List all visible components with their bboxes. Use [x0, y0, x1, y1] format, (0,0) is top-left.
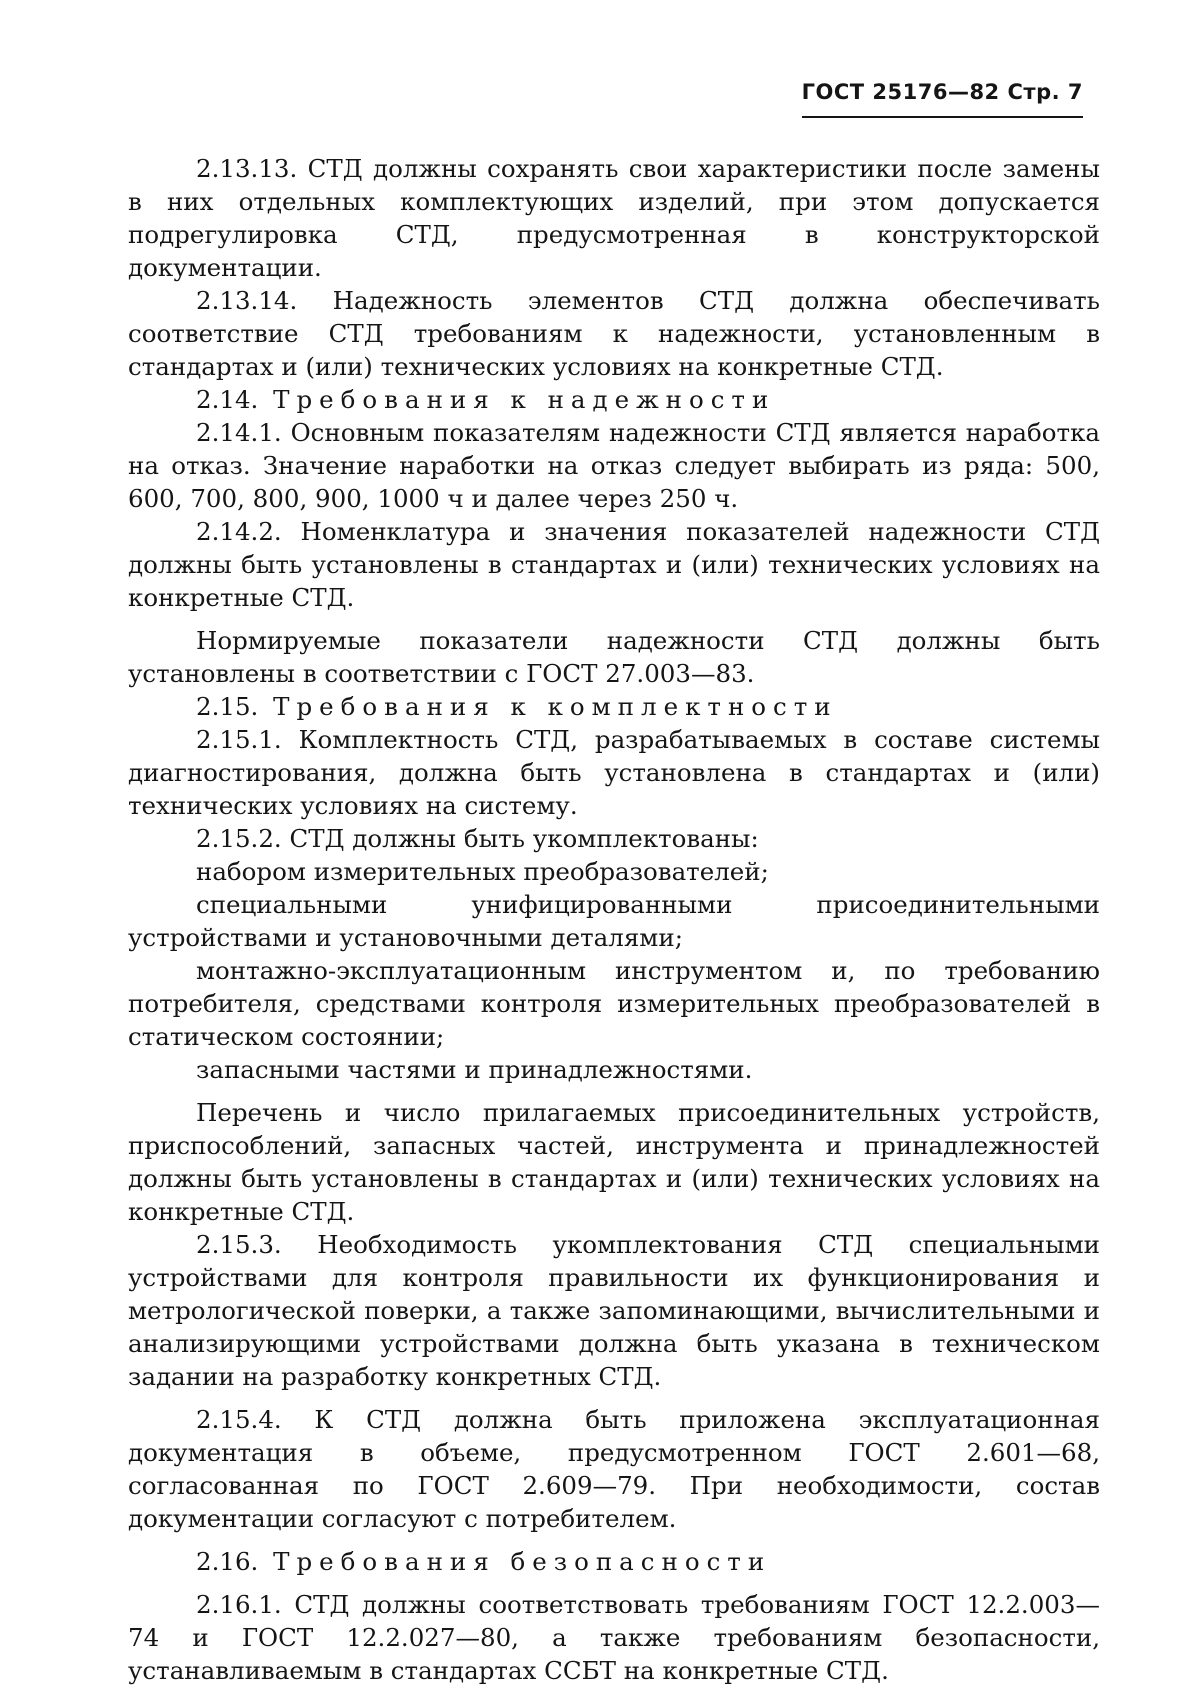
list-item: монтажно-эксплуатационным инструментом и, по требованию потребителя, средствами контроля измерительных преобразователей в статическом состоянии;	[128, 956, 1100, 1051]
paragraph-2-13-13: 2.13.13. СТД должны сохранять свои характеристики после замены в них отдельных комплектующих изделий, при этом допускается подрегулировка СТД, предусмотренная в конструкторской документации.	[128, 154, 1100, 282]
paragraph-2-14-2: 2.14.2. Номенклатура и значения показателей надежности СТД должны быть установлены в стандартах и (или) технических условиях на конкретные СТД.	[128, 517, 1100, 612]
section-title: Требования к комплектности	[273, 692, 838, 721]
list-item: набором измерительных преобразователей;	[196, 857, 769, 886]
section-number: 2.15.	[196, 692, 259, 721]
list-item: запасными частями и принадлежностями.	[196, 1055, 753, 1084]
paragraph-2-15-3: 2.15.3. Необходимость укомплектования СТД специальными устройствами для контроля правильности их функционирования и метрологической поверки, а также запоминающими, вычислительными и анализирующими устройствами должна быть указана в техническом задании на разработку конкретных СТД.	[128, 1230, 1100, 1391]
section-heading-2-16	[128, 1545, 1100, 1578]
section-number: 2.14.	[196, 385, 259, 414]
paragraph-2-15-1: 2.15.1. Комплектность СТД, разрабатываемых в составе системы диагностирования, должна быть установлена в стандартах и (или) технических условиях на систему.	[128, 725, 1100, 820]
section-heading-2-14	[128, 383, 1100, 416]
section-number: 2.16.	[196, 1547, 259, 1576]
paragraph-2-15-4: 2.15.4. К СТД должна быть приложена эксплуатационная документация в объеме, предусмотренном ГОСТ 2.601—68, согласованная по ГОСТ 2.609—79. При необходимости, состав документации согласуют с потребителем.	[128, 1405, 1100, 1533]
document-body	[128, 152, 1100, 1687]
paragraph-perechen: Перечень и число прилагаемых присоединительных устройств, приспособлений, запасных частей, инструмента и принадлежностей должны быть установлены в стандартах и (или) технических условиях на конкретные СТД.	[128, 1098, 1100, 1226]
paragraph-normiruemye: Нормируемые показатели надежности СТД должны быть установлены в соответствии с ГОСТ 27.003—83.	[128, 626, 1100, 688]
page-header: ГОСТ 25176—82 Стр. 7	[802, 80, 1083, 118]
paragraph-2-13-14: 2.13.14. Надежность элементов СТД должна обеспечивать соответствие СТД требованиям к надежности, установленным в стандартах и (или) технических условиях на конкретные СТД.	[128, 286, 1100, 381]
section-title: Требования к надежности	[273, 385, 776, 414]
paragraph-2-15-2: 2.15.2. СТД должны быть укомплектованы:	[196, 824, 759, 853]
section-title: Требования безопасности	[273, 1547, 772, 1576]
paragraph-2-16-1: 2.16.1. СТД должны соответствовать требованиям ГОСТ 12.2.003—74 и ГОСТ 12.2.027—80, а также требованиям безопасности, устанавливаемым в стандартах ССБТ на конкретные СТД.	[128, 1590, 1100, 1685]
list-item: специальными унифицированными присоединительными устройствами и установочными деталями;	[128, 890, 1100, 952]
section-heading-2-15	[128, 690, 1100, 723]
paragraph-2-14-1: 2.14.1. Основным показателям надежности СТД является наработка на отказ. Значение наработки на отказ следует выбирать из ряда: 500, 600, 700, 800, 900, 1000 ч и далее через 250 ч.	[128, 418, 1100, 513]
